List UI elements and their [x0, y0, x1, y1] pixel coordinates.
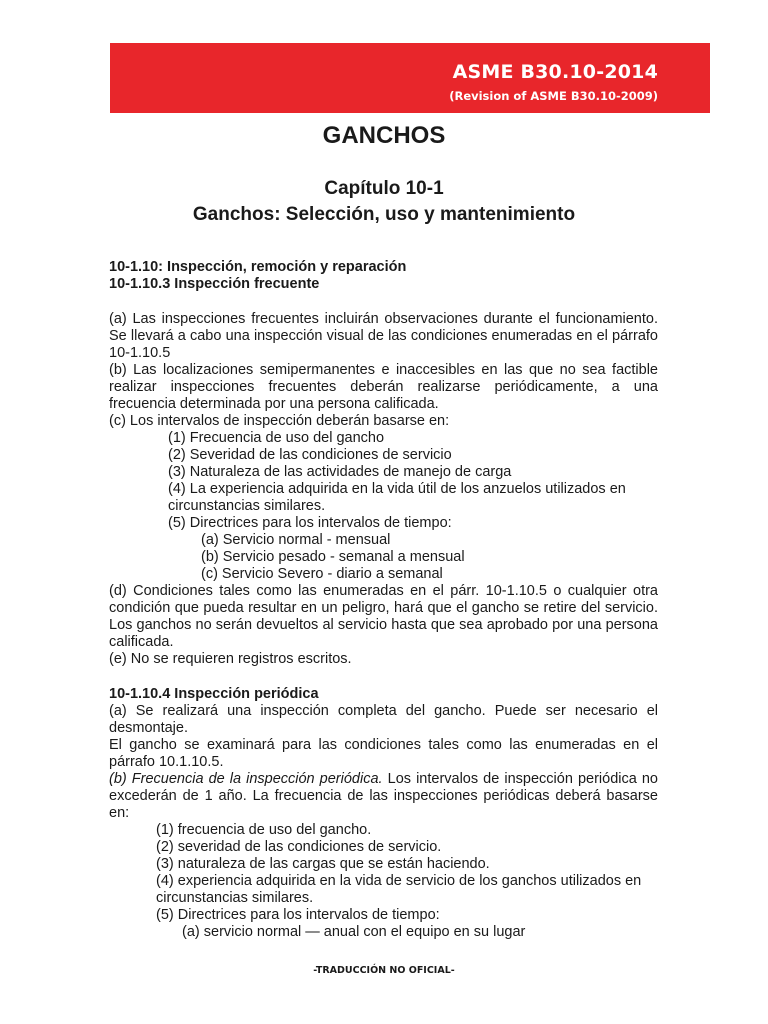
list-item: (4) La experiencia adquirida en la vida útil de los anzuelos utilizados en circunstancias similares.	[168, 481, 626, 514]
list-item: (1) Frecuencia de uso del gancho	[168, 430, 385, 446]
paragraph: (a) Las inspecciones frecuentes incluirán observaciones durante el funcionamiento. Se llevará a cabo una inspección visual de las condiciones enumeradas en el párrafo 10-1.10.5	[109, 311, 658, 361]
list-item: (2) Severidad de las condiciones de servicio	[168, 447, 452, 463]
document-title: GANCHOS	[322, 122, 446, 149]
list-item: (4) experiencia adquirida en la vida de servicio de los ganchos utilizados en circunstancias similares.	[156, 873, 642, 906]
chapter-name: Ganchos: Selección, uso y mantenimiento	[192, 204, 576, 225]
paragraph: (e) No se requieren registros escritos.	[109, 651, 352, 667]
list-item: (3) naturaleza de las cargas que se están haciendo.	[156, 856, 490, 872]
list-subitem: (c) Servicio Severo - diario a semanal	[201, 566, 443, 582]
standard-code: ASME B30.10-2014	[452, 61, 658, 83]
paragraph: El gancho se examinará para las condiciones tales como las enumeradas en el párrafo 10.1.10.5.	[109, 737, 658, 770]
chapter-number: Capítulo 10-1	[324, 178, 444, 199]
list-item: (3) Naturaleza de las actividades de manejo de carga	[168, 464, 512, 480]
subsection-heading: 10-1.10.4 Inspección periódica	[109, 686, 319, 702]
standard-banner	[110, 43, 710, 113]
list-subitem: (a) servicio normal — anual con el equipo en su lugar	[182, 924, 526, 940]
list-subitem: (a) Servicio normal - mensual	[201, 532, 391, 548]
list-item: (2) severidad de las condiciones de servicio.	[156, 839, 442, 855]
footer-note: -TRADUCCIÓN NO OFICIAL-	[313, 965, 455, 976]
paragraph: (d) Condiciones tales como las enumeradas en el párr. 10-1.10.5 o cualquier otra condición que pueda resultar en un peligro, hará que el gancho se retire del servicio. Los ganchos no serán devueltos al servicio hasta que sea aprobado por una persona calificada.	[109, 583, 658, 650]
spacer	[109, 293, 658, 311]
section-heading: 10-1.10: Inspección, remoción y reparación	[109, 259, 407, 275]
list-item: (5) Directrices para los intervalos de tiempo:	[156, 907, 440, 923]
paragraph: (a) Se realizará una inspección completa del gancho. Puede ser necesario el desmontaje.	[109, 703, 658, 736]
chapter-heading	[0, 176, 768, 228]
paragraph-lead: (b) Frecuencia de la inspección periódica.	[109, 771, 383, 787]
document-body	[109, 259, 658, 941]
list-item: (5) Directrices para los intervalos de tiempo:	[168, 515, 452, 531]
paragraph: (c) Los intervalos de inspección deberán basarse en:	[109, 413, 450, 429]
list-subitem: (b) Servicio pesado - semanal a mensual	[201, 549, 465, 565]
standard-revision: (Revision of ASME B30.10-2009)	[449, 89, 658, 103]
list-item: (1) frecuencia de uso del gancho.	[156, 822, 372, 838]
paragraph	[109, 771, 658, 822]
paragraph: (b) Las localizaciones semipermanentes e inaccesibles en las que no sea factible realizar inspecciones frecuentes deberán realizarse periódicamente, a una frecuencia determinada por una persona calificada.	[109, 362, 658, 412]
spacer	[109, 668, 658, 686]
subsection-heading: 10-1.10.3 Inspección frecuente	[109, 276, 320, 292]
paragraph-text: Los intervalos de inspección periódica no excederán de 1 año. La frecuencia de las inspecciones periódicas deberá basarse en:	[109, 771, 658, 821]
